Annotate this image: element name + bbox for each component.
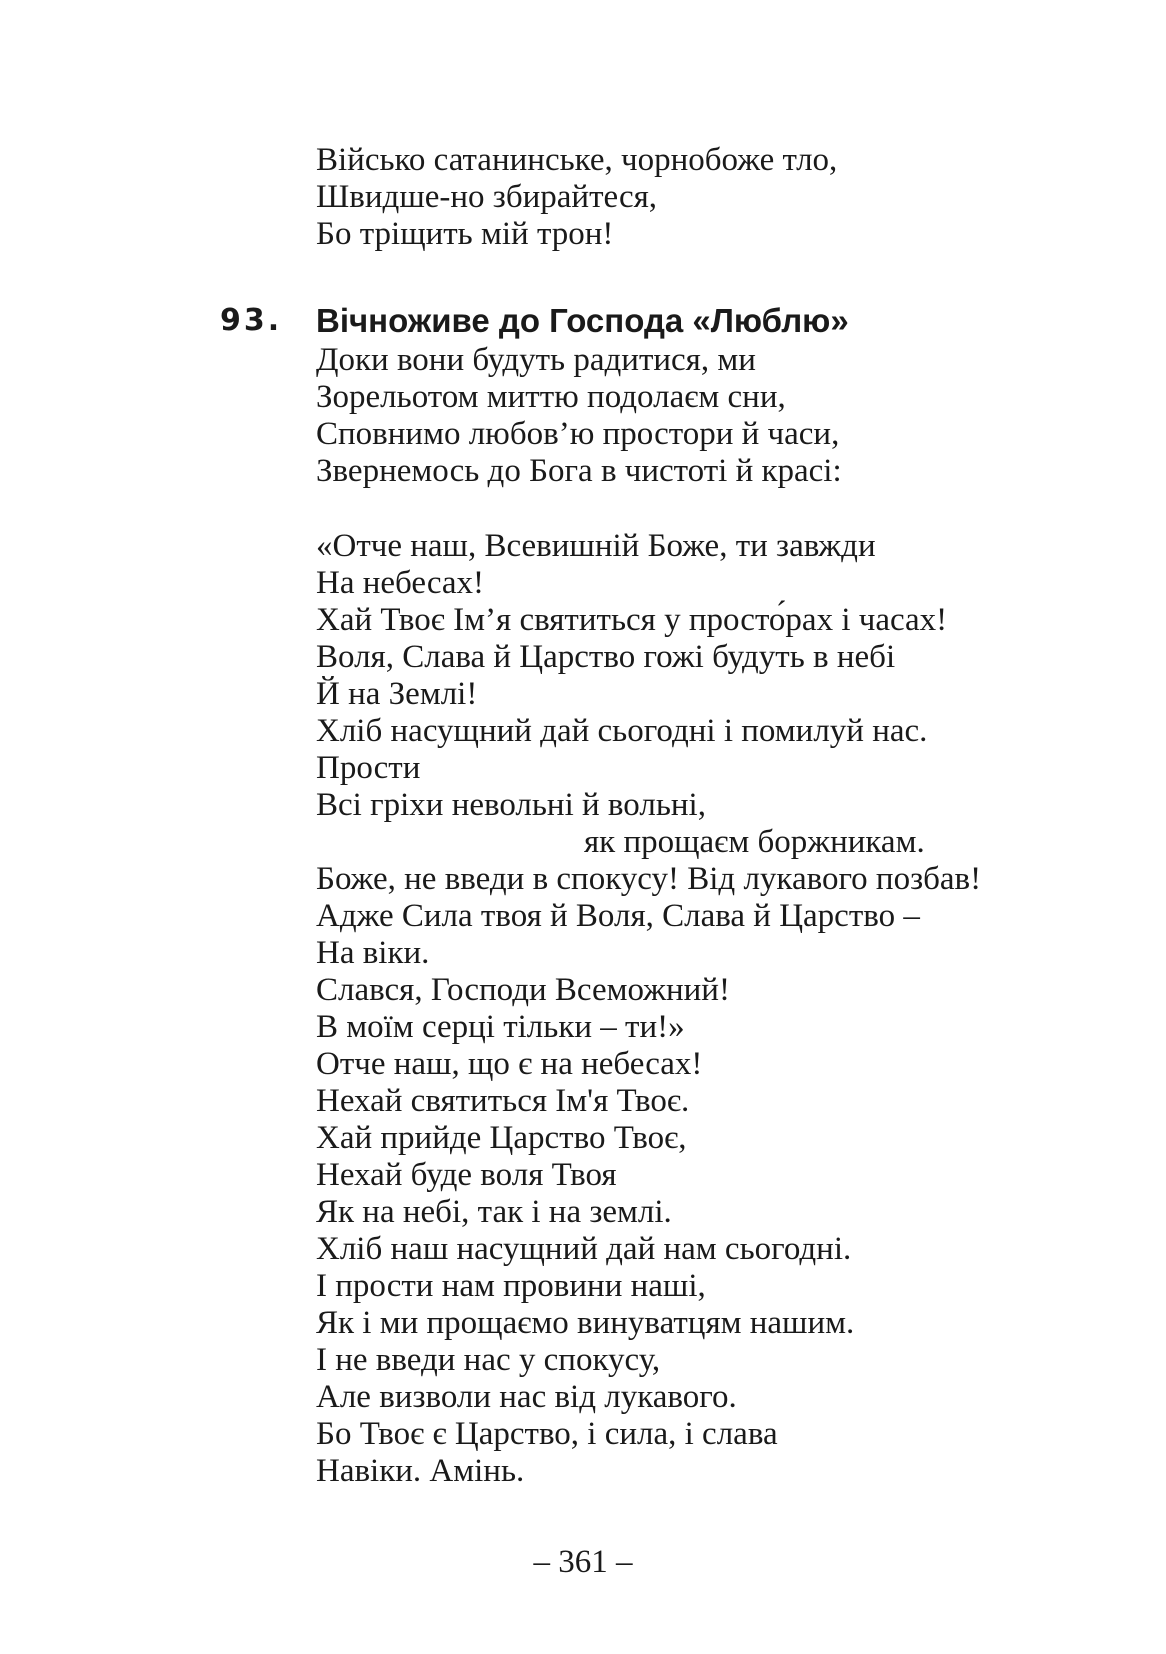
poem-line: Прости xyxy=(316,750,421,786)
poem-line: Хліб насущний дай сьогодні і помилуй нас. xyxy=(316,713,928,749)
poem-line: На віки. xyxy=(316,935,430,971)
poem-line: Навіки. Амінь. xyxy=(316,1453,525,1489)
poem-line: Доки вони будуть радитися, ми xyxy=(316,342,756,378)
poem-line: Боже, не введи в спокусу! Від лукавого позбав! xyxy=(316,861,982,897)
poem-line: В моїм серці тільки – ти!» xyxy=(316,1009,685,1045)
stanza-1 xyxy=(316,342,842,490)
poem-line: Бо Твоє є Царство, і сила, і слава xyxy=(316,1416,778,1452)
top-stanza xyxy=(316,142,837,253)
poem-line: Сповнимо любов’ю простори й часи, xyxy=(316,416,840,452)
section-title: Вічноживе до Господа «Люблю» xyxy=(316,302,849,339)
poem-line: На небесах! xyxy=(316,565,485,601)
poem-line: І не введи нас у спокусу, xyxy=(316,1342,661,1378)
poem-line: Хліб наш насущний дай нам сьогодні. xyxy=(316,1231,852,1267)
poem-line: Нехай святиться Ім'я Твоє. xyxy=(316,1083,690,1119)
page-number: – 361 – xyxy=(533,1544,633,1580)
poem-line: Як і ми прощаємо винуватцям нашим. xyxy=(316,1305,855,1341)
poem-line: «Отче наш, Всевишній Боже, ти завжди xyxy=(316,528,876,564)
poem-line: Адже Сила твоя й Воля, Слава й Царство – xyxy=(316,898,920,934)
indented-poem-line: як прощаєм боржникам. xyxy=(584,824,925,860)
poem-line: Хай Твоє Ім’я святиться у просто́рах і часах! xyxy=(316,602,948,638)
poem-line: Слався, Господи Всеможний! xyxy=(316,972,730,1008)
poem-line: Зорельотом миттю подолаєм сни, xyxy=(316,379,786,415)
section-number: 93. xyxy=(220,303,283,338)
poem-line: І прости нам провини наші, xyxy=(316,1268,706,1304)
poem-line: Але визволи нас від лукавого. xyxy=(316,1379,737,1415)
stanza-2 xyxy=(316,528,981,1490)
poem-line: Військо сатанинське, чорнобоже тло, xyxy=(316,142,838,178)
poem-line: Швидше-но збирайтеся, xyxy=(316,179,658,215)
poem-line: Отче наш, що є на небесах! xyxy=(316,1046,703,1082)
poem-line: Бо тріщить мій трон! xyxy=(316,216,614,252)
poem-line: Й на Землі! xyxy=(316,676,478,712)
poem-line: Хай прийде Царство Твоє, xyxy=(316,1120,687,1156)
poem-line: Воля, Слава й Царство гожі будуть в небі xyxy=(316,639,896,675)
poem-line: Всі гріхи невольні й вольні, xyxy=(316,787,706,823)
poem-line: Як на небі, так і на землі. xyxy=(316,1194,672,1230)
poem-line: Звернемось до Бога в чистоті й красі: xyxy=(316,453,842,489)
section-heading xyxy=(220,300,1120,342)
poem-line: Нехай буде воля Твоя xyxy=(316,1157,617,1193)
